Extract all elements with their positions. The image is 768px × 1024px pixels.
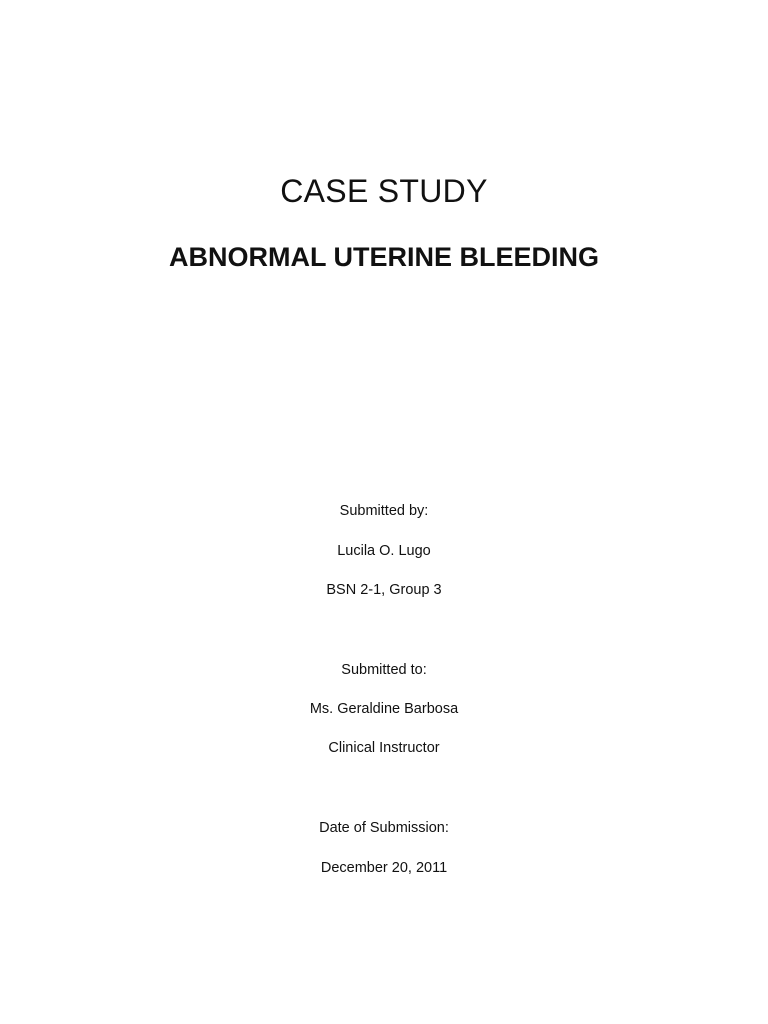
instructor-name: Ms. Geraldine Barbosa	[309, 701, 459, 717]
submitted-by-label: Submitted by:	[339, 503, 429, 519]
submission-date-label: Date of Submission:	[319, 820, 449, 836]
submission-date-value: December 20, 2011	[320, 860, 448, 876]
submitter-name: Lucila O. Lugo	[337, 543, 431, 559]
document-subtitle: ABNORMAL UTERINE BLEEDING	[168, 242, 599, 272]
submitter-section: BSN 2-1, Group 3	[326, 582, 442, 598]
instructor-role: Clinical Instructor	[328, 740, 440, 756]
document-title: CASE STUDY	[280, 173, 488, 209]
submitted-to-label: Submitted to:	[341, 662, 427, 678]
